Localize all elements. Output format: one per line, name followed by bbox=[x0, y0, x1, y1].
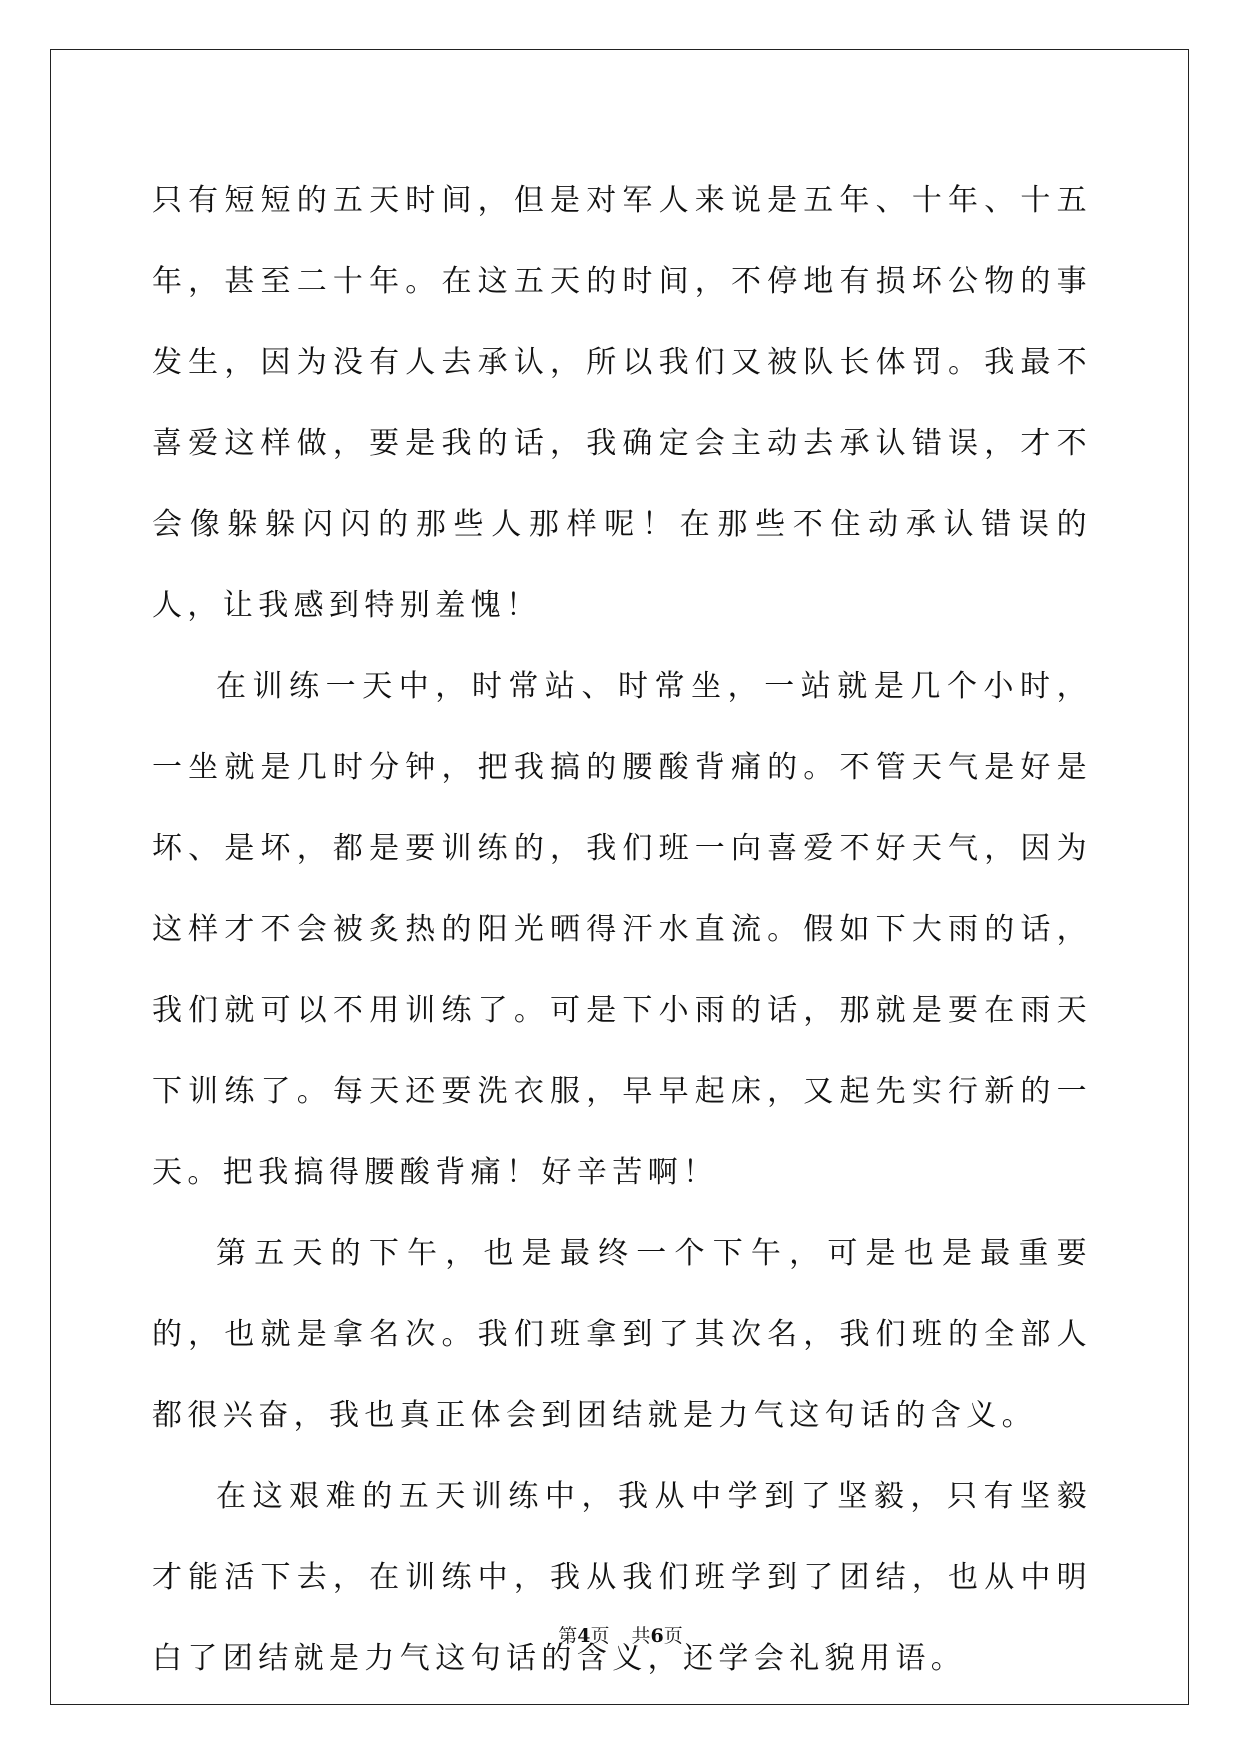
paragraph-2: 在训练一天中，时常站、时常坐，一站就是几个小时，一坐就是几时分钟，把我搞的腰酸背痛的。不管天气是好是坏、是坏，都是要训练的，我们班一向喜爱不好天气，因为这样才不会被炙热的阳光晒得汗水直流。假如下大雨的话，我们就可以不用训练了。可是下小雨的话，那就是要在雨天下训练了。每天还要洗衣服，早早起床，又起先实行新的一天。把我搞得腰酸背痛！好辛苦啊！ bbox=[152, 669, 1092, 1190]
paragraph-4: 在这艰难的五天训练中，我从中学到了坚毅，只有坚毅才能活下去，在训练中，我从我们班学到了团结，也从中明白了团结就是力气这句话的含义，还学会礼貌用语。 bbox=[152, 1479, 1092, 1676]
total-suffix: 页 bbox=[663, 1625, 683, 1647]
paragraph-1: 只有短短的五天时间，但是对军人来说是五年、十年、十五年，甚至二十年。在这五天的时间，不停地有损坏公物的事发生，因为没有人去承认，所以我们又被队长体罚。我最不喜爱这样做，要是我的话，我确定会主动去承认错误，才不会像躲躲闪闪的那些人那样呢！在那些不住动承认错误的人，让我感到特别羞愧！ bbox=[152, 183, 1092, 623]
page-number: 4 bbox=[577, 1625, 591, 1647]
total-pages: 6 bbox=[650, 1625, 664, 1647]
total-prefix: 共 bbox=[631, 1625, 651, 1647]
document-body bbox=[152, 160, 1092, 1699]
page-footer bbox=[0, 1624, 1241, 1648]
page-prefix: 第 bbox=[558, 1625, 578, 1647]
page-suffix: 页 bbox=[590, 1625, 610, 1647]
paragraph-3: 第五天的下午，也是最终一个下午，可是也是最重要的，也就是拿名次。我们班拿到了其次名，我们班的全部人都很兴奋，我也真正体会到团结就是力气这句话的含义。 bbox=[152, 1236, 1092, 1433]
